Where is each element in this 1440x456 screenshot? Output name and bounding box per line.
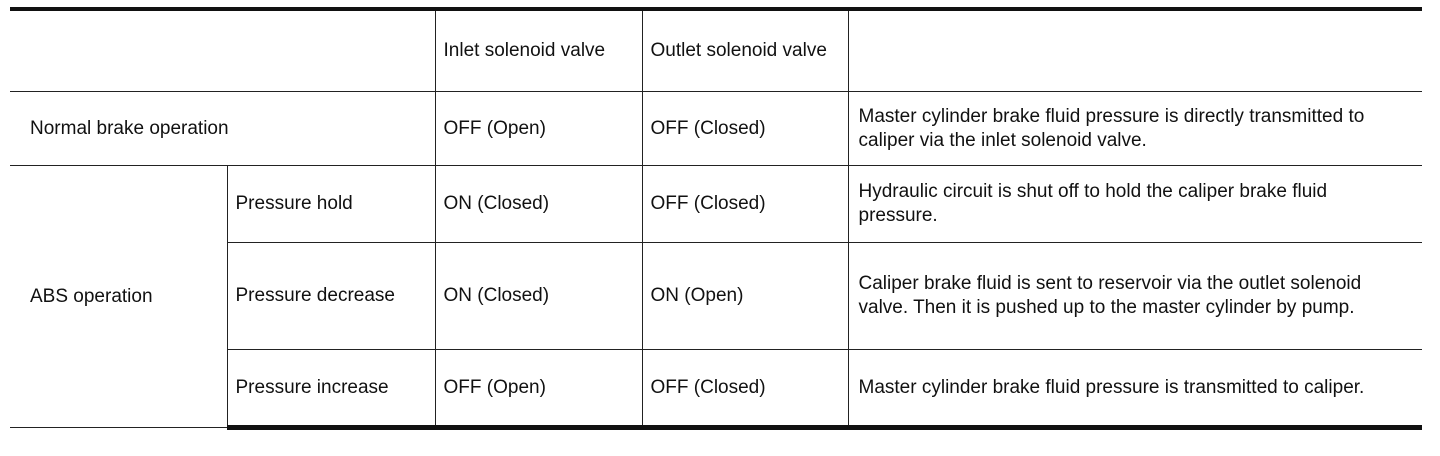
- pressure-hold-description: Hydraulic circuit is shut off to hold the caliper brake fluid pressure.: [848, 166, 1422, 243]
- pressure-decrease-outlet-state: ON (Open): [642, 243, 848, 350]
- table-row-pressure-hold: [10, 166, 1422, 243]
- pressure-increase-description: Master cylinder brake fluid pressure is transmitted to caliper.: [848, 350, 1422, 428]
- pressure-increase-label: Pressure increase: [227, 350, 435, 428]
- abs-operation-label: ABS operation: [10, 166, 227, 428]
- table-header-row: [10, 9, 1422, 92]
- header-blank-cell: [227, 9, 435, 92]
- pressure-decrease-inlet-state: ON (Closed): [435, 243, 642, 350]
- normal-description: Master cylinder brake fluid pressure is directly transmitted to caliper via the inlet solenoid valve.: [848, 92, 1422, 166]
- pressure-decrease-description: Caliper brake fluid is sent to reservoir via the outlet solenoid valve. Then it is pushed up to the master cylinder by pump.: [848, 243, 1422, 350]
- pressure-hold-inlet-state: ON (Closed): [435, 166, 642, 243]
- pressure-decrease-label: Pressure decrease: [227, 243, 435, 350]
- table-row-normal-brake-operation: [10, 92, 1422, 166]
- pressure-hold-outlet-state: OFF (Closed): [642, 166, 848, 243]
- pressure-increase-outlet-state: OFF (Closed): [642, 350, 848, 428]
- header-blank-cell: [10, 9, 227, 92]
- pressure-hold-label: Pressure hold: [227, 166, 435, 243]
- header-description-cell: [848, 9, 1422, 92]
- abs-valve-operation-table: [10, 7, 1422, 430]
- normal-brake-operation-label: Normal brake operation: [10, 92, 435, 166]
- pressure-increase-inlet-state: OFF (Open): [435, 350, 642, 428]
- normal-inlet-state: OFF (Open): [435, 92, 642, 166]
- header-outlet-solenoid-valve: Outlet solenoid valve: [642, 9, 848, 92]
- header-inlet-solenoid-valve: Inlet solenoid valve: [435, 9, 642, 92]
- normal-outlet-state: OFF (Closed): [642, 92, 848, 166]
